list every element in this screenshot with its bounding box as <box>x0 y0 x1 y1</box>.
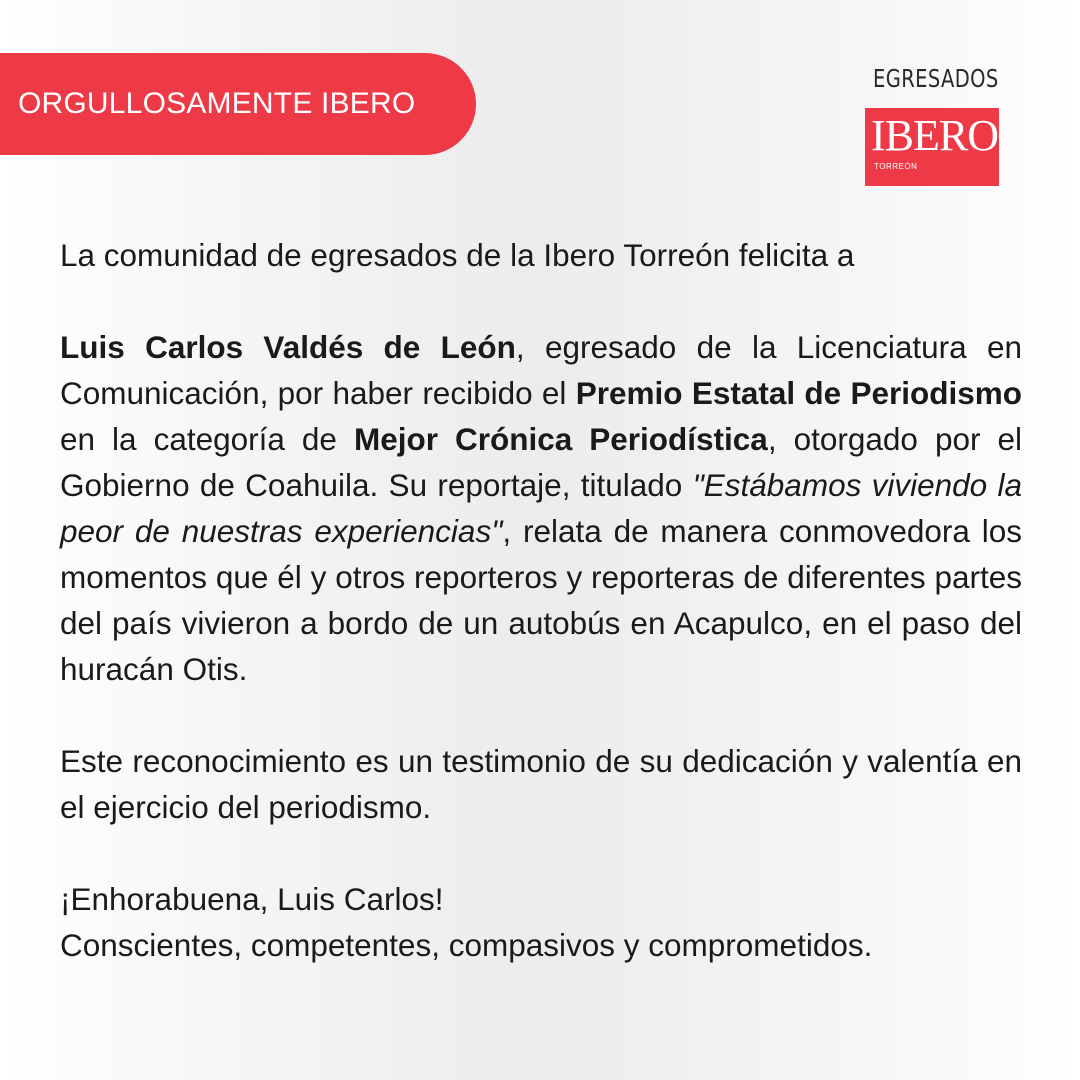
graduate-name: Luis Carlos Valdés de León <box>60 329 516 365</box>
main-text-1: , egresado de la Licenciatura en Comunicación, por haber recibido el <box>60 329 1022 411</box>
logo-sub-text: TORREÓN <box>874 162 918 171</box>
logo-egresados-text: EGRESADOS <box>873 64 999 93</box>
main-text-2: en la categoría de <box>60 421 354 457</box>
logo-box <box>865 108 999 186</box>
header-banner <box>0 53 476 155</box>
main-paragraph <box>60 324 1022 692</box>
announcement-body <box>60 232 1022 968</box>
banner-label: ORGULLOSAMENTE IBERO <box>18 87 416 120</box>
closing-line-1: ¡Enhorabuena, Luis Carlos! <box>60 881 444 917</box>
closing-line-2: Conscientes, competentes, compasivos y comprometidos. <box>60 927 873 963</box>
logo-main-text: IBERO <box>871 111 998 160</box>
closing-paragraph <box>60 876 1022 968</box>
award-category: Mejor Crónica Periodística <box>353 421 768 457</box>
main-text-3: , otorgado por el Gobierno de Coahuila. Su reportaje, titulado <box>60 421 1022 503</box>
award-name: Premio Estatal de Periodismo <box>575 375 1022 411</box>
recognition-paragraph: Este reconocimiento es un testimonio de su dedicación y valentía en el ejercicio del periodismo. <box>60 743 1022 825</box>
intro-paragraph: La comunidad de egresados de la Ibero Torreón felicita a <box>60 237 855 273</box>
report-title: "Estábamos viviendo la peor de nuestras experiencias" <box>60 467 1022 549</box>
main-text-4: , relata de manera conmovedora los momentos que él y otros reporteros y reporteras de diferentes partes del país vivieron a bordo de un autobús en Acapulco, en el paso del huracán Otis. <box>60 513 1022 687</box>
